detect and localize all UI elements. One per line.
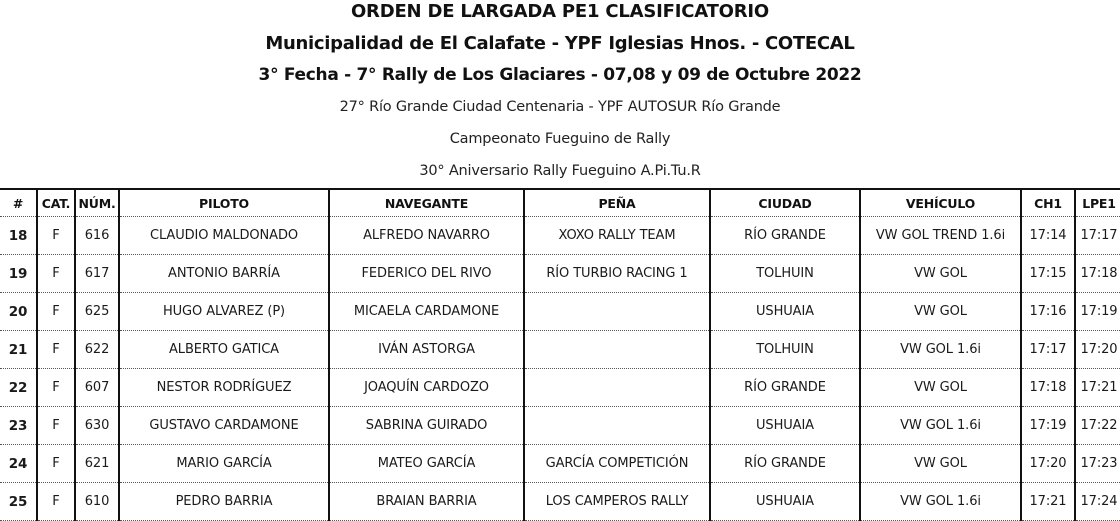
cell-lpe1: 17:18 (1075, 255, 1120, 293)
document-title: ORDEN DE LARGADA PE1 CLASIFICATORIO (350, 1, 770, 22)
cell-co-driver: FEDERICO DEL RIVO (329, 255, 524, 293)
cell-ch1: 17:17 (1021, 331, 1075, 369)
cell-driver: ALBERTO GATICA (119, 331, 329, 369)
cell-number: 617 (75, 255, 119, 293)
cell-lpe1: 17:19 (1075, 293, 1120, 331)
table-row (0, 369, 1120, 407)
cell-co-driver: SABRINA GUIRADO (329, 407, 524, 445)
cell-position: 20 (0, 293, 37, 331)
cell-team: RÍO TURBIO RACING 1 (524, 255, 710, 293)
cell-number: 625 (75, 293, 119, 331)
cell-lpe1: 17:20 (1075, 331, 1120, 369)
cell-co-driver: ALFREDO NAVARRO (329, 217, 524, 255)
cell-city: RÍO GRANDE (710, 217, 860, 255)
cell-number: 622 (75, 331, 119, 369)
cell-lpe1: 17:23 (1075, 445, 1120, 483)
cell-lpe1: 17:21 (1075, 369, 1120, 407)
cell-driver: ANTONIO BARRÍA (119, 255, 329, 293)
cell-team (524, 369, 710, 407)
table-row (0, 255, 1120, 293)
cell-vehicle: VW GOL 1.6i (860, 407, 1021, 445)
cell-number: 610 (75, 483, 119, 521)
cell-category: F (37, 407, 75, 445)
cell-co-driver: JOAQUÍN CARDOZO (329, 369, 524, 407)
start-order-table (0, 188, 1120, 521)
cell-category: F (37, 369, 75, 407)
cell-ch1: 17:16 (1021, 293, 1075, 331)
cell-co-driver: BRAIAN BARRIA (329, 483, 524, 521)
cell-vehicle: VW GOL TREND 1.6i (860, 217, 1021, 255)
cell-ch1: 17:18 (1021, 369, 1075, 407)
event-subtitle-2: Campeonato Fueguino de Rally (449, 131, 671, 147)
cell-team: XOXO RALLY TEAM (524, 217, 710, 255)
col-header-position: # (0, 189, 37, 217)
cell-team: GARCÍA COMPETICIÓN (524, 445, 710, 483)
cell-category: F (37, 255, 75, 293)
cell-driver: HUGO ALVAREZ (P) (119, 293, 329, 331)
col-header-city: CIUDAD (710, 189, 860, 217)
cell-category: F (37, 293, 75, 331)
col-header-team: PEÑA (524, 189, 710, 217)
cell-driver: MARIO GARCÍA (119, 445, 329, 483)
cell-city: TOLHUIN (710, 255, 860, 293)
cell-team: LOS CAMPEROS RALLY (524, 483, 710, 521)
cell-driver: PEDRO BARRIA (119, 483, 329, 521)
cell-city: RÍO GRANDE (710, 445, 860, 483)
cell-position: 24 (0, 445, 37, 483)
organizers-line: Municipalidad de El Calafate - YPF Iglesias Hnos. - COTECAL (265, 33, 855, 54)
col-header-co-driver: NAVEGANTE (329, 189, 524, 217)
cell-lpe1: 17:22 (1075, 407, 1120, 445)
cell-position: 18 (0, 217, 37, 255)
cell-number: 616 (75, 217, 119, 255)
cell-category: F (37, 483, 75, 521)
col-header-ch1: CH1 (1021, 189, 1075, 217)
table-row (0, 217, 1120, 255)
cell-city: USHUAIA (710, 483, 860, 521)
cell-vehicle: VW GOL (860, 369, 1021, 407)
cell-position: 23 (0, 407, 37, 445)
cell-city: USHUAIA (710, 407, 860, 445)
event-subtitle-1: 27° Río Grande Ciudad Centenaria - YPF AUTOSUR Río Grande (339, 99, 781, 115)
cell-co-driver: IVÁN ASTORGA (329, 331, 524, 369)
cell-position: 21 (0, 331, 37, 369)
cell-number: 607 (75, 369, 119, 407)
cell-lpe1: 17:24 (1075, 483, 1120, 521)
cell-ch1: 17:19 (1021, 407, 1075, 445)
cell-ch1: 17:14 (1021, 217, 1075, 255)
cell-vehicle: VW GOL (860, 293, 1021, 331)
cell-category: F (37, 217, 75, 255)
cell-team (524, 407, 710, 445)
cell-position: 25 (0, 483, 37, 521)
cell-team (524, 331, 710, 369)
cell-city: USHUAIA (710, 293, 860, 331)
cell-number: 621 (75, 445, 119, 483)
cell-city: RÍO GRANDE (710, 369, 860, 407)
cell-number: 630 (75, 407, 119, 445)
event-subtitle-3: 30° Aniversario Rally Fueguino A.Pi.Tu.R (419, 163, 701, 179)
cell-co-driver: MICAELA CARDAMONE (329, 293, 524, 331)
cell-vehicle: VW GOL 1.6i (860, 331, 1021, 369)
col-header-category: CAT. (37, 189, 75, 217)
cell-vehicle: VW GOL 1.6i (860, 483, 1021, 521)
cell-vehicle: VW GOL (860, 255, 1021, 293)
table-row (0, 407, 1120, 445)
cell-lpe1: 17:17 (1075, 217, 1120, 255)
cell-ch1: 17:15 (1021, 255, 1075, 293)
cell-driver: NESTOR RODRÍGUEZ (119, 369, 329, 407)
cell-city: TOLHUIN (710, 331, 860, 369)
table-row (0, 331, 1120, 369)
cell-category: F (37, 445, 75, 483)
cell-category: F (37, 331, 75, 369)
cell-ch1: 17:20 (1021, 445, 1075, 483)
cell-driver: GUSTAVO CARDAMONE (119, 407, 329, 445)
cell-position: 22 (0, 369, 37, 407)
cell-ch1: 17:21 (1021, 483, 1075, 521)
cell-vehicle: VW GOL (860, 445, 1021, 483)
cell-co-driver: MATEO GARCÍA (329, 445, 524, 483)
table-header-row (0, 189, 1120, 217)
table-row (0, 483, 1120, 521)
cell-position: 19 (0, 255, 37, 293)
col-header-lpe1: LPE1 (1075, 189, 1120, 217)
cell-driver: CLAUDIO MALDONADO (119, 217, 329, 255)
event-line: 3° Fecha - 7° Rally de Los Glaciares - 07,08 y 09 de Octubre 2022 (258, 65, 862, 85)
col-header-number: NÚM. (75, 189, 119, 217)
table-row (0, 445, 1120, 483)
cell-team (524, 293, 710, 331)
col-header-driver: PILOTO (119, 189, 329, 217)
col-header-vehicle: VEHÍCULO (860, 189, 1021, 217)
table-row (0, 293, 1120, 331)
